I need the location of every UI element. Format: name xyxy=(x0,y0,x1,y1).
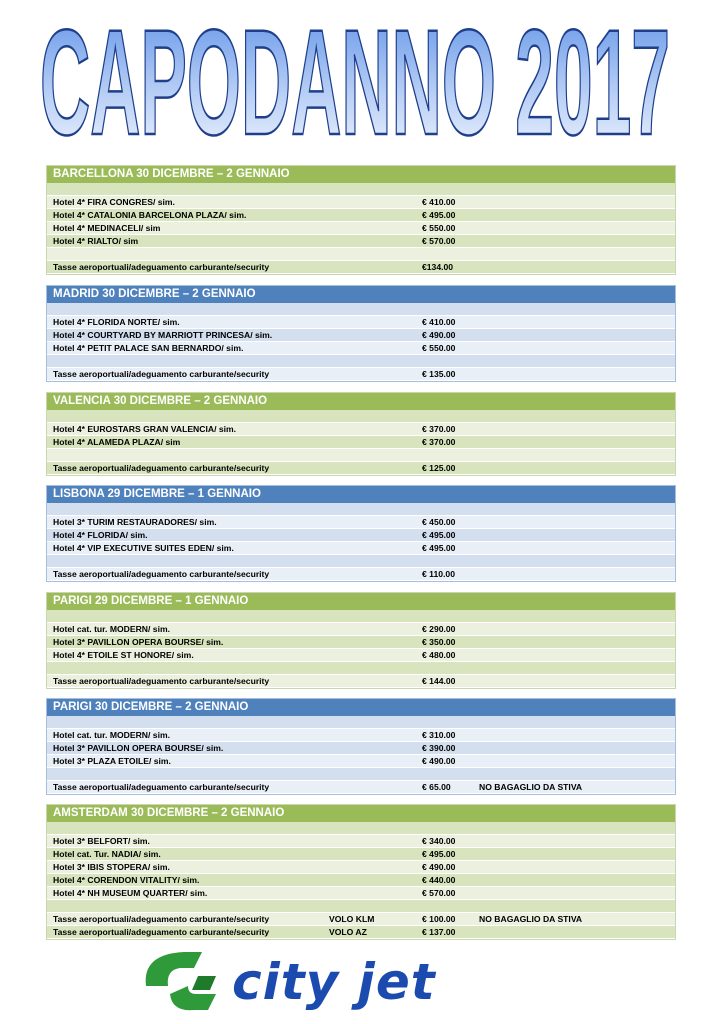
table-row xyxy=(47,209,675,222)
table-row xyxy=(47,568,675,581)
row-price: € 450.00 xyxy=(422,517,456,527)
row-price: € 125.00 xyxy=(422,463,456,473)
row-label: Tasse aeroportuali/adeguamento carburante/security xyxy=(53,569,270,579)
table-row xyxy=(47,662,675,675)
table-row xyxy=(47,423,675,436)
row-price: € 370.00 xyxy=(422,424,456,434)
row-price: € 495.00 xyxy=(422,210,456,220)
row-label: Hotel 4* NH MUSEUM QUARTER/ sim. xyxy=(53,888,208,898)
row-label: Tasse aeroportuali/adeguamento carburante/security xyxy=(53,463,270,473)
row-price: € 290.00 xyxy=(422,624,456,634)
row-label: Tasse aeroportuali/adeguamento carburante/security xyxy=(53,369,270,379)
row-price: € 370.00 xyxy=(422,437,456,447)
row-price: € 490.00 xyxy=(422,756,456,766)
row-price: € 100.00 xyxy=(422,914,456,924)
table-row xyxy=(47,822,675,835)
table-row xyxy=(47,755,675,768)
table-row xyxy=(47,436,675,449)
row-label: Hotel 4* PETIT PALACE SAN BERNARDO/ sim. xyxy=(53,343,244,353)
row-price: € 570.00 xyxy=(422,236,456,246)
table-row xyxy=(47,462,675,475)
row-label: Tasse aeroportuali/adeguamento carburante/security xyxy=(53,262,270,272)
row-price: € 550.00 xyxy=(422,223,456,233)
row-note: NO BAGAGLIO DA STIVA xyxy=(479,782,583,792)
table-row xyxy=(47,248,675,261)
table-row xyxy=(47,861,675,874)
table-row xyxy=(47,835,675,848)
table-row xyxy=(47,261,675,274)
row-label: Hotel 3* IBIS STOPERA/ sim. xyxy=(53,862,170,872)
table-row xyxy=(47,449,675,462)
row-label: Tasse aeroportuali/adeguamento carburante/security xyxy=(53,676,270,686)
destination-section xyxy=(46,165,676,275)
row-label: Hotel 4* CORENDON VITALITY/ sim. xyxy=(53,875,200,885)
city-jet-logo xyxy=(136,946,516,1018)
row-label: Tasse aeroportuali/adeguamento carburante/security xyxy=(53,782,270,792)
table-row xyxy=(47,410,675,423)
table-row xyxy=(47,768,675,781)
row-label: Hotel cat. tur. MODERN/ sim. xyxy=(53,730,170,740)
row-label: Hotel 3* PAVILLON OPERA BOURSE/ sim. xyxy=(53,637,224,647)
table-row xyxy=(47,516,675,529)
page-title xyxy=(30,14,680,146)
table-row xyxy=(47,610,675,623)
destination-section xyxy=(46,392,676,476)
table-row xyxy=(47,742,675,755)
title-text: CAPODANNO 2017 xyxy=(40,14,670,146)
section-header: BARCELLONA 30 DICEMBRE – 2 GENNAIO xyxy=(47,166,675,183)
section-header: AMSTERDAM 30 DICEMBRE – 2 GENNAIO xyxy=(47,805,675,822)
row-price: € 570.00 xyxy=(422,888,456,898)
table-row xyxy=(47,529,675,542)
row-label: Hotel 4* ETOILE ST HONORE/ sim. xyxy=(53,650,194,660)
table-row xyxy=(47,329,675,342)
row-label: Hotel 4* COURTYARD BY MARRIOTT PRINCESA/ sim. xyxy=(53,330,273,340)
row-price: € 65.00 xyxy=(422,782,451,792)
table-row xyxy=(47,503,675,516)
row-price: € 135.00 xyxy=(422,369,456,379)
table-row xyxy=(47,555,675,568)
row-price: €134.00 xyxy=(422,262,454,272)
table-row xyxy=(47,649,675,662)
row-label: Hotel 4* MEDINACELI/ sim xyxy=(53,223,161,233)
table-row xyxy=(47,636,675,649)
table-row xyxy=(47,926,675,939)
row-mid: VOLO KLM xyxy=(329,914,375,924)
row-label: Hotel 3* PLAZA ETOILE/ sim. xyxy=(53,756,171,766)
row-label: Hotel 4* EUROSTARS GRAN VALENCIA/ sim. xyxy=(53,424,237,434)
section-header: MADRID 30 DICEMBRE – 2 GENNAIO xyxy=(47,286,675,303)
row-label: Hotel cat. tur. MODERN/ sim. xyxy=(53,624,170,634)
row-label: Hotel 3* BELFORT/ sim. xyxy=(53,836,150,846)
table-row xyxy=(47,368,675,381)
row-price: € 490.00 xyxy=(422,330,456,340)
table-row xyxy=(47,716,675,729)
logo-text: city jet xyxy=(232,953,436,1011)
row-label: Tasse aeroportuali/adeguamento carburante/security xyxy=(53,914,270,924)
row-note: NO BAGAGLIO DA STIVA xyxy=(479,914,583,924)
row-price: € 495.00 xyxy=(422,530,456,540)
destination-section xyxy=(46,285,676,382)
row-price: € 350.00 xyxy=(422,637,456,647)
section-header: LISBONA 29 DICEMBRE – 1 GENNAIO xyxy=(47,486,675,503)
row-price: € 480.00 xyxy=(422,650,456,660)
table-row xyxy=(47,222,675,235)
row-price: € 550.00 xyxy=(422,343,456,353)
row-price: € 144.00 xyxy=(422,676,456,686)
row-price: € 440.00 xyxy=(422,875,456,885)
table-row xyxy=(47,623,675,636)
row-price: € 310.00 xyxy=(422,730,456,740)
row-price: € 340.00 xyxy=(422,836,456,846)
table-row xyxy=(47,235,675,248)
row-mid: VOLO AZ xyxy=(329,927,367,937)
row-label: Hotel 4* CATALONIA BARCELONA PLAZA/ sim. xyxy=(53,210,247,220)
row-price: € 410.00 xyxy=(422,317,456,327)
row-label: Tasse aeroportuali/adeguamento carburante/security xyxy=(53,927,270,937)
row-price: € 490.00 xyxy=(422,862,456,872)
section-header: PARIGI 30 DICEMBRE – 2 GENNAIO xyxy=(47,699,675,716)
table-row xyxy=(47,848,675,861)
table-row xyxy=(47,675,675,688)
table-row xyxy=(47,900,675,913)
row-price: € 495.00 xyxy=(422,543,456,553)
row-label: Hotel 3* PAVILLON OPERA BOURSE/ sim. xyxy=(53,743,224,753)
row-label: Hotel 4* VIP EXECUTIVE SUITES EDEN/ sim. xyxy=(53,543,234,553)
table-row xyxy=(47,542,675,555)
row-label: Hotel 4* FIRA CONGRES/ sim. xyxy=(53,197,175,207)
table-row xyxy=(47,887,675,900)
section-header: VALENCIA 30 DICEMBRE – 2 GENNAIO xyxy=(47,393,675,410)
row-label: Hotel 4* FLORIDA/ sim. xyxy=(53,530,148,540)
row-price: € 495.00 xyxy=(422,849,456,859)
table-row xyxy=(47,913,675,926)
table-row xyxy=(47,781,675,794)
row-label: Hotel 3* TURIM RESTAURADORES/ sim. xyxy=(53,517,217,527)
section-header: PARIGI 29 DICEMBRE – 1 GENNAIO xyxy=(47,593,675,610)
row-price: € 137.00 xyxy=(422,927,456,937)
table-row xyxy=(47,303,675,316)
row-label: Hotel 4* FLORIDA NORTE/ sim. xyxy=(53,317,180,327)
table-row xyxy=(47,183,675,196)
destination-section xyxy=(46,804,676,940)
row-price: € 410.00 xyxy=(422,197,456,207)
row-price: € 110.00 xyxy=(422,569,455,579)
row-label: Hotel 4* ALAMEDA PLAZA/ sim xyxy=(53,437,181,447)
destination-section xyxy=(46,485,676,582)
row-label: Hotel 4* RIALTO/ sim xyxy=(53,236,139,246)
row-label: Hotel cat. Tur. NADIA/ sim. xyxy=(53,849,161,859)
destination-section xyxy=(46,698,676,795)
table-row xyxy=(47,196,675,209)
table-row xyxy=(47,355,675,368)
table-row xyxy=(47,874,675,887)
row-price: € 390.00 xyxy=(422,743,456,753)
destination-section xyxy=(46,592,676,689)
table-row xyxy=(47,316,675,329)
table-row xyxy=(47,342,675,355)
table-row xyxy=(47,729,675,742)
